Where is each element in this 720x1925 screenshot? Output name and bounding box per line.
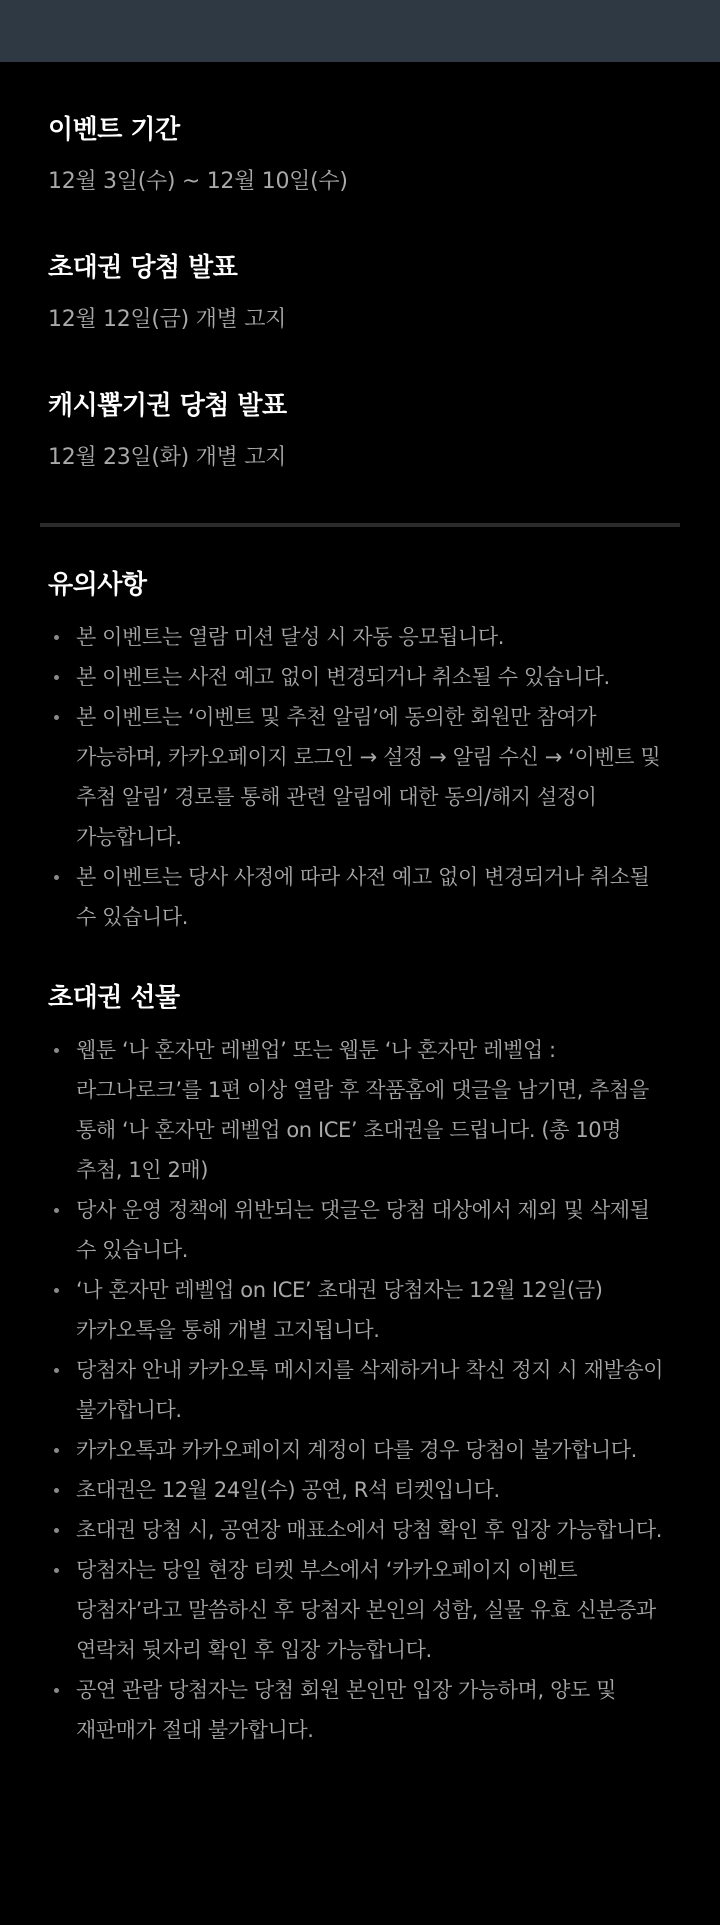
list-item: [48, 1190, 672, 1270]
event-period-block: [0, 112, 396, 198]
cash-draw-announcement-block: [0, 388, 335, 474]
list-item: [48, 1270, 672, 1350]
list-item: [48, 1350, 672, 1430]
list-item-text: 초대권 당첨 시, 공연장 매표소에서 당첨 확인 후 입장 가능합니다.: [76, 1518, 663, 1542]
invite-announcement-value: 12월 12일(금) 개별 고지: [48, 307, 287, 332]
cash-draw-announcement-title: 캐시뽑기권 당첨 발표: [48, 391, 287, 421]
list-item: [48, 1550, 672, 1670]
list-item-text: 당첨자 안내 카카오톡 메시지를 삭제하거나 착신 정지 시 재발송이 불가합니다.: [76, 1358, 664, 1422]
bullet-dot-icon: [54, 675, 59, 680]
notes-list: [48, 617, 672, 937]
list-item-text: 본 이벤트는 당사 사정에 따라 사전 예고 없이 변경되거나 취소될 수 있습니다.: [76, 865, 650, 929]
list-item-text: 본 이벤트는 열람 미션 달성 시 자동 응모됩니다.: [76, 625, 505, 649]
list-item-text: 초대권은 12월 24일(수) 공연, R석 티켓입니다.: [76, 1478, 500, 1502]
bullet-dot-icon: [54, 1288, 59, 1293]
gift-list: [48, 1030, 672, 1750]
list-item-text: 본 이벤트는 사전 예고 없이 변경되거나 취소될 수 있습니다.: [76, 665, 610, 689]
bullet-dot-icon: [54, 875, 59, 880]
list-item: [48, 1430, 672, 1470]
bullet-dot-icon: [54, 1368, 59, 1373]
list-item-text: 당사 운영 정책에 위반되는 댓글은 당첨 대상에서 제외 및 삭제될 수 있습니다.: [76, 1198, 650, 1262]
top-bar: [0, 0, 720, 62]
section-divider: [40, 523, 680, 527]
bullet-dot-icon: [54, 1048, 59, 1053]
bullet-dot-icon: [54, 1208, 59, 1213]
event-period-value: 12월 3일(수) ~ 12월 10일(수): [48, 169, 348, 194]
bullet-dot-icon: [54, 1688, 59, 1693]
bullet-dot-icon: [54, 715, 59, 720]
list-item: [48, 1510, 672, 1550]
bullet-dot-icon: [54, 635, 59, 640]
list-item: [48, 657, 672, 697]
bullet-dot-icon: [54, 1528, 59, 1533]
list-item-text: 카카오톡과 카카오페이지 계정이 다를 경우 당첨이 불가합니다.: [76, 1438, 637, 1462]
list-item-text: 당첨자는 당일 현장 티켓 부스에서 ‘카카오페이지 이벤트 당첨자’라고 말씀하신 후 당첨자 본인의 성함, 실물 유효 신분증과 연락처 뒷자리 확인 후 입장 가능합니다.: [76, 1558, 656, 1662]
list-item-text: ‘나 혼자만 레벨업 on ICE’ 초대권 당첨자는 12월 12일(금) 카카오톡을 통해 개별 고지됩니다.: [76, 1278, 603, 1342]
invite-announcement-block: [0, 250, 334, 336]
list-item: [48, 1470, 672, 1510]
gift-section: [48, 980, 672, 1750]
cash-draw-announcement-value: 12월 23일(화) 개별 고지: [48, 445, 287, 470]
notes-title: 유의사항: [48, 570, 147, 600]
list-item: [48, 1030, 672, 1190]
list-item: [48, 697, 672, 857]
gift-title: 초대권 선물: [48, 983, 180, 1013]
list-item-text: 웹툰 ‘나 혼자만 레벨업’ 또는 웹툰 ‘나 혼자만 레벨업 : 라그나로크’를 1편 이상 열람 후 작품홈에 댓글을 남기면, 추첨을 통해 ‘나 혼자만 레벨업 on ICE’ 초대권을 드립니다. (총 10명 추첨, 1인 2매): [76, 1038, 649, 1182]
bullet-dot-icon: [54, 1448, 59, 1453]
list-item-text: 본 이벤트는 ‘이벤트 및 추천 알림’에 동의한 회원만 참여가 가능하며, 카카오페이지 로그인 → 설정 → 알림 수신 → ‘이벤트 및 추첨 알림’ 경로를 통해 관련 알림에 대한 동의/해지 설정이 가능합니다.: [76, 705, 661, 849]
event-period-title: 이벤트 기간: [48, 115, 180, 145]
list-item: [48, 617, 672, 657]
notes-section: [48, 567, 672, 937]
list-item-text: 공연 관람 당첨자는 당첨 회원 본인만 입장 가능하며, 양도 및 재판매가 절대 불가합니다.: [76, 1678, 617, 1742]
invite-announcement-title: 초대권 당첨 발표: [48, 253, 238, 283]
bullet-dot-icon: [54, 1568, 59, 1573]
bullet-dot-icon: [54, 1488, 59, 1493]
list-item: [48, 857, 672, 937]
list-item: [48, 1670, 672, 1750]
